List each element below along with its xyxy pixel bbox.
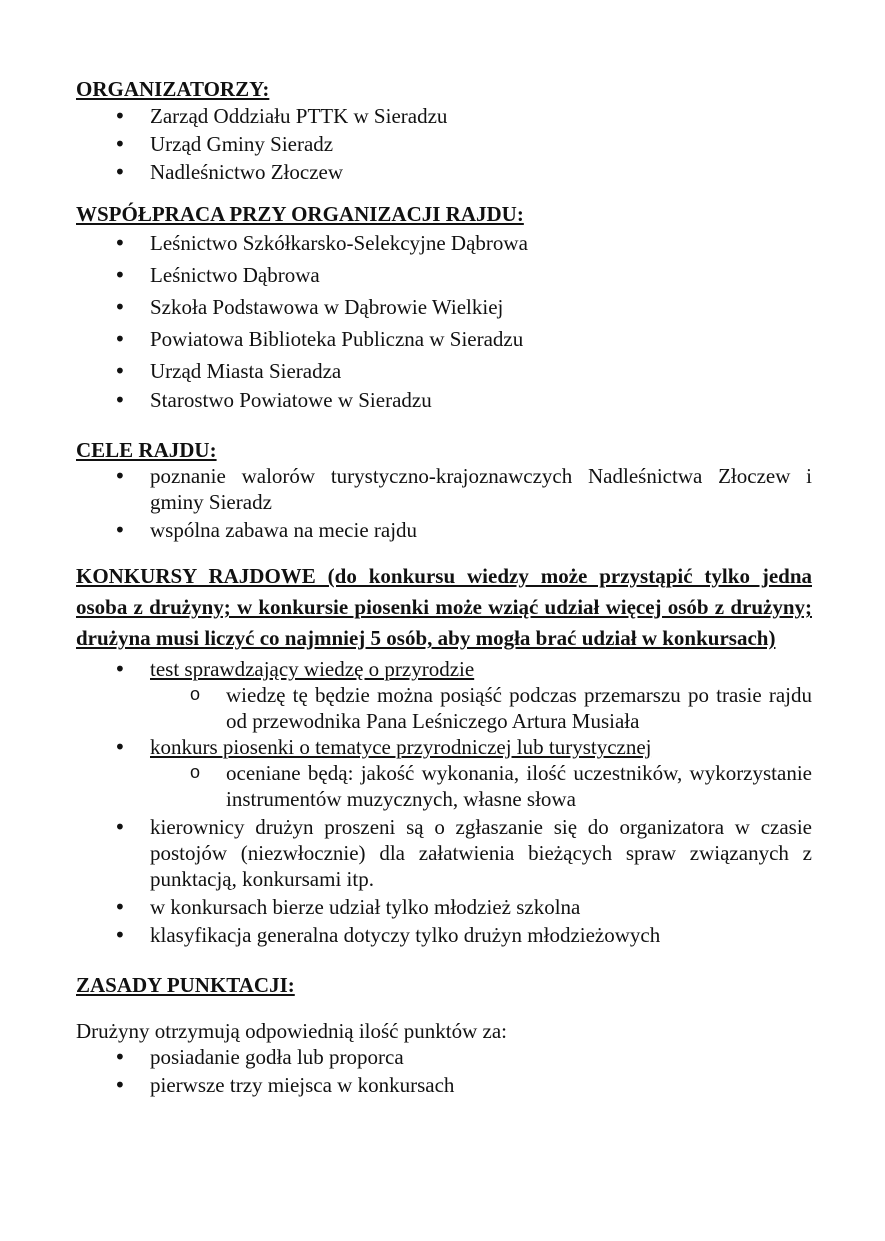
sub-list-item: o wiedzę tę będzie można posiąść podczas przemarszu po trasie rajdu od przewodnika Pana Leśniczego Artura Musiała (76, 682, 812, 734)
list-item: • w konkursach bierze udział tylko młodzież szkolna (76, 894, 812, 920)
scoring-list (76, 1044, 812, 1098)
list-item: • Starostwo Powiatowe w Sieradzu (76, 387, 812, 413)
scoring-intro: Drużyny otrzymują odpowiednią ilość punktów za: (76, 1019, 507, 1043)
list-item: • kierownicy drużyn proszeni są o zgłaszanie się do organizatora w czasie postojów (niezwłocznie) dla załatwienia bieżących spraw związanych z punktacją, konkursami itp. (76, 814, 812, 892)
organizers-list (76, 102, 812, 186)
list-item: • Szkoła Podstawowa w Dąbrowie Wielkiej (76, 291, 812, 323)
list-item: • Powiatowa Biblioteka Publiczna w Sieradzu (76, 323, 812, 355)
document-content (76, 76, 812, 1098)
list-item: • klasyfikacja generalna dotyczy tylko drużyn młodzieżowych (76, 922, 812, 948)
heading-contests: KONKURSY RAJDOWE (do konkursu wiedzy może przystąpić tylko jedna osoba z drużyny; w konkursie piosenki może wziąć udział więcej osób z drużyny; drużyna musi liczyć co najmniej 5 osób, aby mogła brać udział w konkursach) (76, 564, 812, 650)
list-item: • Leśnictwo Dąbrowa (76, 259, 812, 291)
list-item: • poznanie walorów turystyczno-krajoznawczych Nadleśnictwa Złoczew i gminy Sieradz (76, 463, 812, 515)
list-item: • Urząd Miasta Sieradza (76, 355, 812, 387)
contest-title: konkurs piosenki o tematyce przyrodniczej lub turystycznej (150, 735, 652, 759)
list-item: • posiadanie godła lub proporca (76, 1044, 812, 1070)
list-item: • Nadleśnictwo Złoczew (76, 158, 812, 186)
cooperation-list (76, 227, 812, 413)
heading-organizers: ORGANIZATORZY: (76, 77, 270, 101)
list-item: • Urząd Gminy Sieradz (76, 130, 812, 158)
heading-goals: CELE RAJDU: (76, 438, 217, 462)
list-item (76, 734, 812, 760)
list-item: • pierwsze trzy miejsca w konkursach (76, 1072, 812, 1098)
goals-list (76, 463, 812, 543)
list-item: • wspólna zabawa na mecie rajdu (76, 517, 812, 543)
contests-list (76, 656, 812, 948)
list-item: • Zarząd Oddziału PTTK w Sieradzu (76, 102, 812, 130)
list-item (76, 656, 812, 682)
sub-list-item: o oceniane będą: jakość wykonania, ilość uczestników, wykorzystanie instrumentów muzycznych, własne słowa (76, 760, 812, 812)
list-item: • Leśnictwo Szkółkarsko-Selekcyjne Dąbrowa (76, 227, 812, 259)
heading-cooperation: WSPÓŁPRACA PRZY ORGANIZACJI RAJDU: (76, 202, 524, 226)
heading-scoring: ZASADY PUNKTACJI: (76, 973, 295, 997)
contest-title: test sprawdzający wiedzę o przyrodzie (150, 657, 475, 681)
